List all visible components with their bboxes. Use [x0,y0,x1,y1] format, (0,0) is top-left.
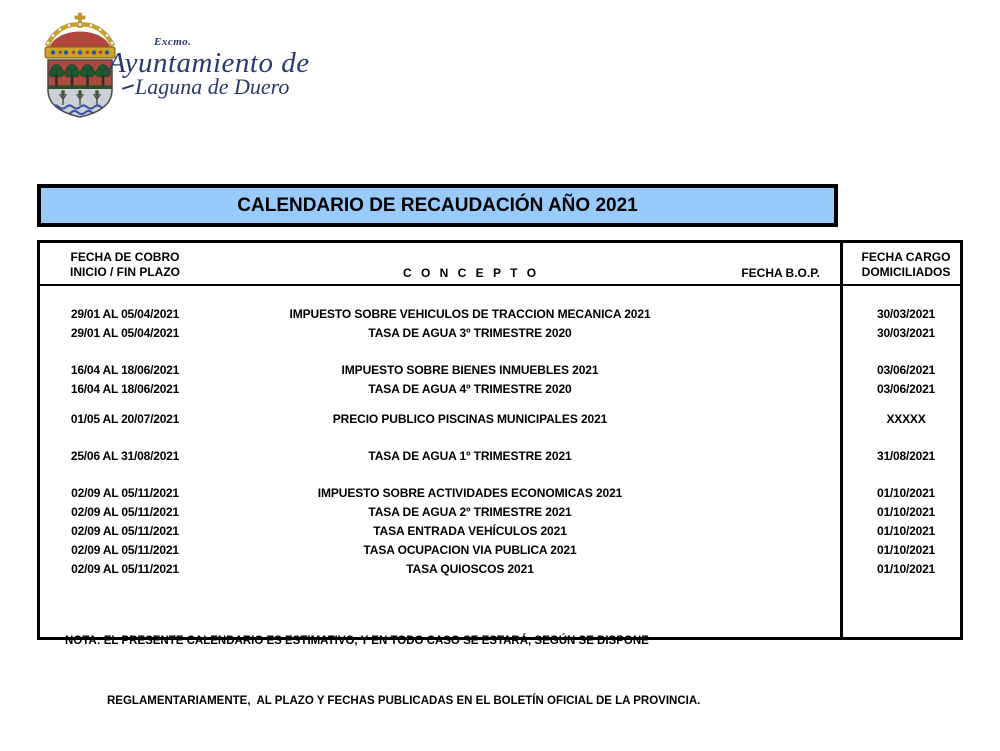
row-periodo: 02/09 AL 05/11/2021 [71,523,179,538]
row-periodo: 01/05 AL 20/07/2021 [70,411,180,426]
table-row [40,483,960,502]
row-cargo: 01/10/2021 [876,523,936,538]
row-group [40,446,960,465]
row-group [40,304,960,342]
header-fecha-bop: FECHA B.O.P. [741,266,820,280]
table-row [40,323,960,342]
table-row [40,502,960,521]
table-row [40,379,960,398]
table-row [40,446,960,465]
row-cargo: 30/03/2021 [876,325,936,340]
row-periodo: 25/06 AL 31/08/2021 [70,448,180,463]
row-cargo: XXXXX [886,411,926,426]
row-concepto: TASA DE AGUA 2º TRIMESTRE 2021 [368,504,572,519]
row-concepto: TASA ENTRADA VEHÍCULOS 2021 [373,523,567,538]
column-divider [840,243,843,637]
page-title: CALENDARIO DE RECAUDACIÓN AÑO 2021 [237,194,638,216]
row-group [40,409,960,428]
header-fecha-cobro: FECHA DE COBRO INICIO / FIN PLAZO [70,250,180,279]
row-cargo: 03/06/2021 [876,381,936,396]
row-periodo: 02/09 AL 05/11/2021 [71,561,179,576]
table-row [40,540,960,559]
row-periodo: 16/04 AL 18/06/2021 [70,381,180,396]
row-periodo: 16/04 AL 18/06/2021 [70,362,180,377]
row-group [40,360,960,398]
table-row [40,521,960,540]
row-cargo: 31/08/2021 [876,448,936,463]
row-concepto: PRECIO PUBLICO PISCINAS MUNICIPALES 2021 [332,411,608,426]
calligraphic-flourish [122,84,134,90]
row-cargo: 03/06/2021 [876,362,936,377]
row-periodo: 02/09 AL 05/11/2021 [71,542,179,557]
row-cargo: 01/10/2021 [876,561,936,576]
row-periodo: 02/09 AL 05/11/2021 [71,504,179,519]
table-body [40,304,960,578]
row-periodo: 02/09 AL 05/11/2021 [71,485,179,500]
footer-note [40,591,960,751]
row-periodo: 29/01 AL 05/04/2021 [70,306,180,321]
row-group [40,483,960,578]
table-header-row [40,243,960,286]
row-concepto: TASA DE AGUA 1º TRIMESTRE 2021 [368,448,572,463]
row-cargo: 01/10/2021 [876,542,936,557]
table-row [40,304,960,323]
row-cargo: 30/03/2021 [876,306,936,321]
note-line-1: NOTA: EL PRESENTE CALENDARIO ES ESTIMATIVO, Y EN TODO CASO SE ESTARÁ, SEGÚN SE DISPONE [65,635,649,647]
org-name-line2: Laguna de Duero [135,74,290,99]
table-row [40,409,960,428]
row-concepto: IMPUESTO SOBRE BIENES INMUEBLES 2021 [341,362,599,377]
row-concepto: IMPUESTO SOBRE ACTIVIDADES ECONOMICAS 2021 [317,485,623,500]
row-cargo: 01/10/2021 [876,485,936,500]
row-periodo: 29/01 AL 05/04/2021 [70,325,180,340]
table-row [40,559,960,578]
note-line-2: REGLAMENTARIAMENTE, AL PLAZO Y FECHAS PUBLICADAS EN EL BOLETÍN OFICIAL DE LA PROVINCIA. [107,695,701,707]
organization-name [108,36,310,99]
header-fecha-cargo: FECHA CARGO DOMICILIADOS [861,250,951,279]
org-honorific: Excmo. [154,36,192,48]
row-concepto: TASA DE AGUA 3º TRIMESTRE 2020 [368,325,572,340]
row-concepto: TASA QUIOSCOS 2021 [406,561,534,576]
calendar-table [37,240,963,707]
row-cargo: 01/10/2021 [876,504,936,519]
header-concepto: C O N C E P T O [402,266,538,280]
document-title-bar [37,184,838,227]
org-name-line1: Ayuntamiento de [108,47,310,79]
brand-header [0,0,420,130]
row-concepto: TASA DE AGUA 4º TRIMESTRE 2020 [368,381,572,396]
table-row [40,360,960,379]
row-concepto: IMPUESTO SOBRE VEHICULOS DE TRACCION MECANICA 2021 [289,306,651,321]
row-concepto: TASA OCUPACION VIA PUBLICA 2021 [363,542,577,557]
